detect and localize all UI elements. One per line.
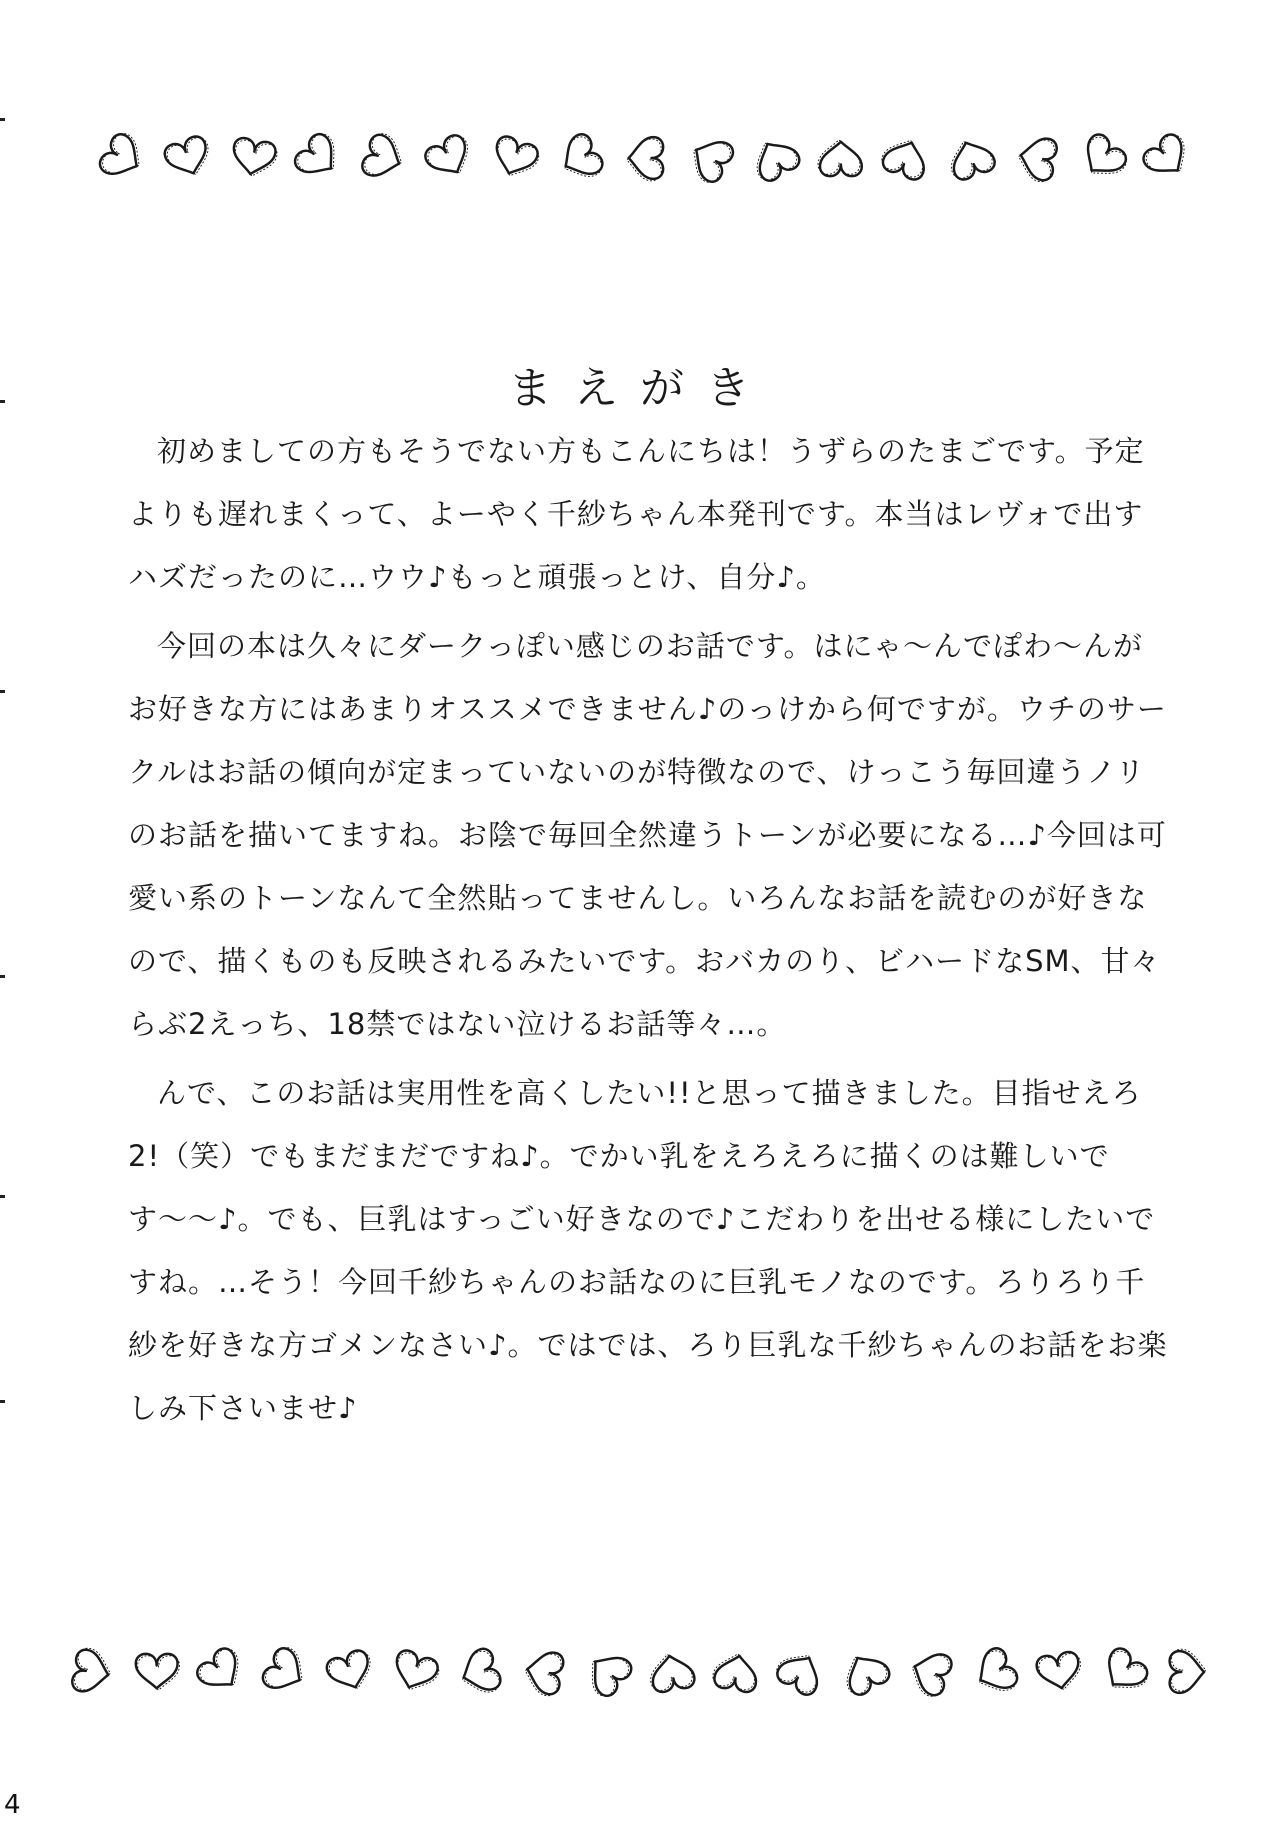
heart-outline-icon bbox=[1035, 1650, 1084, 1693]
scan-edge-mark bbox=[0, 1195, 5, 1198]
heart-outline-icon bbox=[291, 129, 347, 186]
scan-edge-mark bbox=[0, 690, 5, 693]
heart-outline-icon bbox=[455, 1646, 504, 1699]
page-title: まえがき bbox=[508, 363, 772, 414]
heart-outline-icon bbox=[553, 131, 606, 187]
heart-outline-icon bbox=[324, 1647, 377, 1696]
scan-edge-mark bbox=[0, 1400, 5, 1403]
heart-outline-icon bbox=[229, 136, 278, 179]
heart-border-top bbox=[90, 124, 1200, 188]
heart-outline-icon bbox=[489, 134, 542, 183]
heart-outline-icon bbox=[71, 1646, 114, 1695]
heart-outline-icon bbox=[360, 130, 409, 183]
scan-edge-mark bbox=[0, 975, 5, 978]
heart-outline-icon bbox=[1015, 134, 1058, 183]
heart-outline-icon bbox=[711, 1650, 760, 1693]
heart-outline-icon bbox=[521, 1648, 564, 1697]
heart-outline-icon bbox=[747, 132, 803, 185]
scan-edge-mark bbox=[0, 118, 5, 121]
heart-outline-icon bbox=[193, 1643, 250, 1699]
heart-outline-icon bbox=[96, 129, 149, 185]
heart-outline-icon bbox=[1096, 1645, 1153, 1701]
page-number: 4 bbox=[4, 1790, 21, 1820]
paragraph-1: 初めましての方もそうでない方もこんにちは！うずらのたまごです。予定よりも遅れまくって、よーやく千紗ちゃん本発刊です。本当はレヴォで出すハズだったのに…ウウ♪もっと頑張っとけ、自分♪。 bbox=[128, 434, 1145, 594]
heart-outline-icon bbox=[818, 140, 862, 176]
heart-outline-icon bbox=[136, 1654, 180, 1690]
heart-outline-icon bbox=[968, 1645, 1021, 1701]
heart-outline-icon-row bbox=[60, 1638, 1220, 1702]
heart-outline-icon bbox=[1170, 1649, 1206, 1693]
heart-outline-icon bbox=[1140, 129, 1197, 185]
heart-outline-icon bbox=[944, 134, 997, 183]
heart-outline-icon bbox=[162, 133, 215, 182]
heart-outline-icon bbox=[389, 1648, 442, 1697]
heart-outline-icon bbox=[879, 133, 932, 182]
heart-outline-icon bbox=[772, 1645, 828, 1698]
heart-border-bottom bbox=[60, 1638, 1220, 1702]
heart-outline-icon bbox=[627, 137, 663, 181]
scan-edge-mark bbox=[0, 400, 5, 403]
heart-outline-icon bbox=[259, 1643, 312, 1699]
paragraph-2: 今回の本は久々にダークっぽい感じのお話です。はにゃ〜んでぽわ〜んがお好きな方にはあまりオススメできません♪のっけから何ですが。ウチのサークルはお話の傾向が定まっていないのが特徴なので、けっこう毎回違うノリのお話を描いてますね。お陰で毎回全然違うトーンが必要になる…♪今回は可愛い系のトーンなんて全然貼ってませんし。いろんなお話を読むのが好きなので、描くものも反映されるみたいです。おバカのり、ビハードなSM、甘々らぶ2えっち、18禁ではない泣けるお話等々…。 bbox=[128, 629, 1167, 1041]
heart-outline-icon bbox=[905, 1646, 954, 1699]
heart-outline-icon bbox=[579, 1644, 635, 1701]
heart-outline-icon bbox=[837, 1646, 893, 1699]
heart-outline-icon bbox=[683, 131, 736, 187]
heart-outline-icon-row bbox=[90, 124, 1200, 188]
heart-outline-icon bbox=[647, 1650, 696, 1693]
heart-outline-icon bbox=[422, 131, 478, 184]
paragraph-3: んで、このお話は実用性を高くしたい!!と思って描きました。目指せえろ2!（笑）でもまだまだですね♪。でかい乳をえろえろに描くのは難しいです〜〜♪。でも、巨乳はすっごい好きなので♪こだわりを出せる様にしたいですね。…そう！今回千紗ちゃんのお話なのに巨乳モノなのです。ろりろり千紗を好きな方ゴメンなさい♪。ではでは、ろり巨乳な千紗ちゃんのお話をお楽しみ下さいませ♪ bbox=[128, 1076, 1168, 1425]
heart-outline-icon bbox=[1074, 131, 1131, 187]
afterword-body bbox=[128, 420, 1168, 1446]
